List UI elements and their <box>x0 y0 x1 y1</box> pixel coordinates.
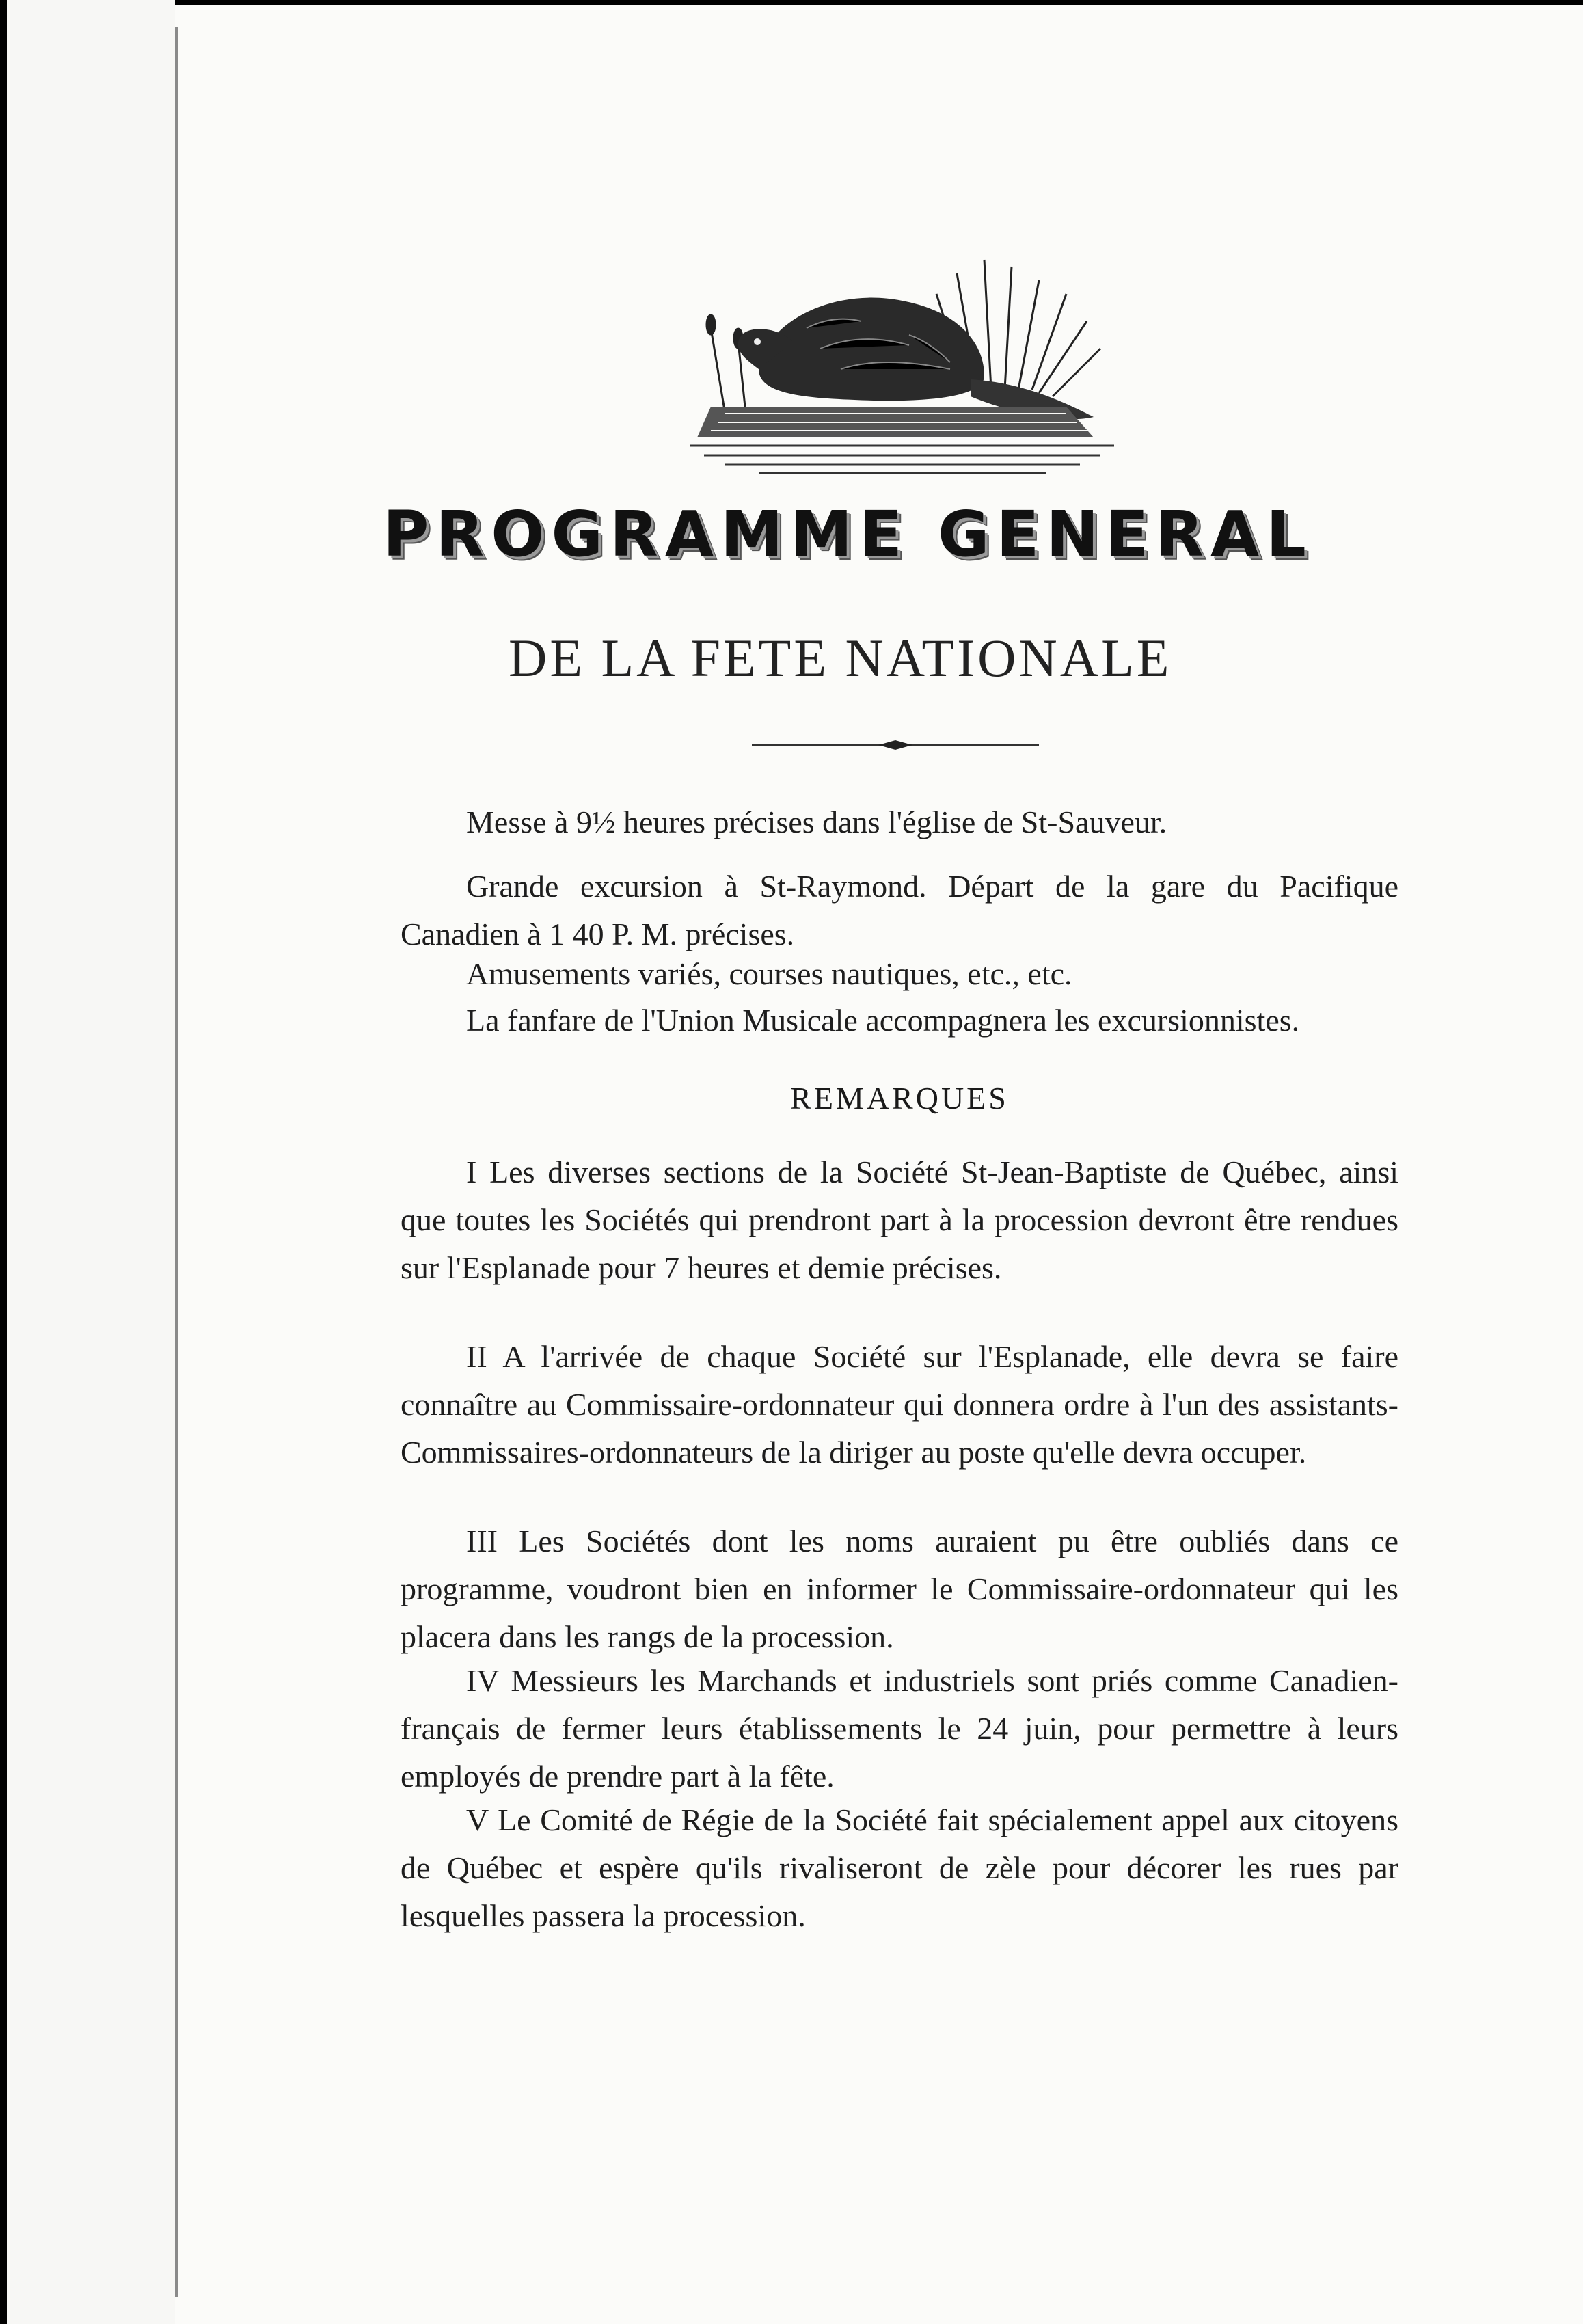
binding-gutter <box>175 27 178 2297</box>
remark-paragraph: V Le Comité de Régie de la Société fait spécialement appel aux citoyens de Québec et espère qu'ils rivaliseront de zèle pour décorer les rues par lesquelles passera la procession. <box>401 1802 1398 1933</box>
intro-paragraph: Messe à 9½ heures précises dans l'église de St-Sauveur. <box>466 805 1167 839</box>
page-subheadline: DE LA FETE NATIONALE <box>509 628 1172 688</box>
remark-paragraph: I Les diverses sections de la Société St-Jean-Baptiste de Québec, ainsi que toutes les Sociétés qui prendront part à la procession devront être rendues sur l'Esplanade pour 7 heures et demie précises. <box>401 1154 1398 1285</box>
page-headline: PROGRAMME GENERAL <box>383 498 1313 571</box>
intro-paragraph: La fanfare de l'Union Musicale accompagnera les excursionnistes. <box>466 1003 1300 1038</box>
intro-paragraph: Amusements variés, courses nautiques, etc., etc. <box>466 956 1072 991</box>
remark-paragraph: III Les Sociétés dont les noms auraient pu être oubliés dans ce programme, voudront bien en informer le Commissaire-ordonnateur qui les placera dans les rangs de la procession. <box>401 1524 1398 1654</box>
remarks-title: REMARQUES <box>790 1081 1009 1116</box>
beaver-engraving-icon <box>684 232 1121 478</box>
remark-paragraph: IV Messieurs les Marchands et industriels sont priés comme Canadien-français de fermer leurs établissements le 24 juin, pour permettre à leurs employés de prendre part à la fête. <box>401 1663 1398 1794</box>
ornamental-rule-icon <box>752 738 1039 752</box>
remark-paragraph: II A l'arrivée de chaque Société sur l'Esplanade, elle devra se faire connaître au Commissaire-ordonnateur qui donnera ordre à l'un des assistants-Commissaires-ordonnateurs de la diriger au poste qu'elle devra occuper. <box>401 1339 1398 1470</box>
facing-page-margin <box>7 0 175 2324</box>
intro-paragraph: Grande excursion à St-Raymond. Départ de la gare du Pacifique Canadien à 1 40 P. M. précises. <box>401 869 1398 951</box>
